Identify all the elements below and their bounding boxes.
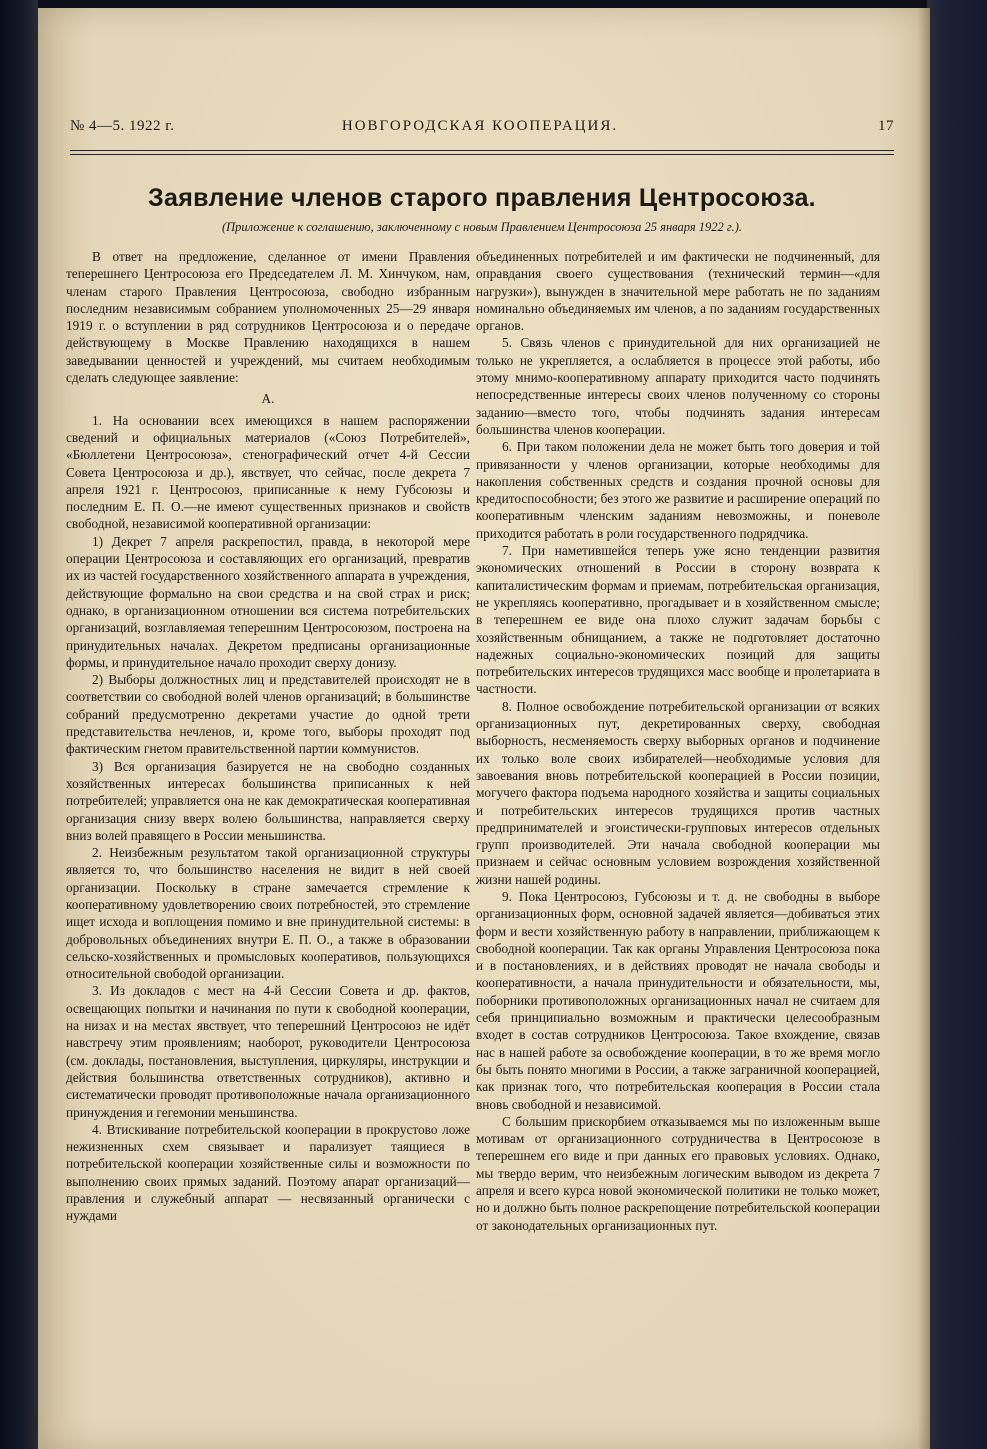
page-edge-shadow xyxy=(918,8,930,1449)
paragraph-7: 7. При наметившейся теперь уже ясно тенденции развития экономических отношений в России в сторону возврата к капиталистическим формам и приемам, потребительская организация, не укрепляясь кооперативно, прогадывает и в хозяйственном смысле; в теперешнем ее виде она плохо служит задачам борьбы с хозяйственным обнищанием, а также не подготовляет достаточно надежных социально-экономических позиций для защиты потребительских интересов трудящихся масс вообще и пролетариата в частности. xyxy=(476,543,880,697)
section-label: А. xyxy=(261,391,275,407)
paragraph-8: 8. Полное освобождение потребительской организации от всяких организационных пут, декретированных сверху, свободная выборность, несменяемость сверху выборных органов и подчинение их только воле своих избирателей—необходимые условия для завоевания вновь потребительской кооперацией в России позиции, могучего фактора подъема народного хозяйства и защиты социальных и потребительских интересов трудящихся против частных предпринимателей и эгоистически-групповых интересов отдельных групп производителей. Эти начала свободной кооперации мы признаем и сейчас основным условием возрождения хозяйственной жизни нашей родины. xyxy=(476,698,880,887)
paragraph-3: 3. Из докладов с мест на 4-й Сессии Совета и др. фактов, освещающих попытки и начинания по пути к свободной кооперации, на низах и на местах явствует, что теперешний Центросоюз не идёт навстречу этим проявлениям; наоборот, руководители Центросоюза (см. доклады, постановления, выступления, циркуляры, инструкции и действия большинства ответственных сотрудников), активно и систематически проводят противоположные начала организационного принуждения и гегемонии меньшинства. xyxy=(66,983,470,1120)
left-binding xyxy=(0,0,38,1449)
header-rule xyxy=(70,150,894,151)
right-column xyxy=(476,248,880,1234)
paragraph-6: 6. При таком положении дела не может быть того доверия и той привязанности у членов организации, которые необходимы для накопления собственных средств и создания прочной основы для кредитоспособности; без этого же развитие и расширение операций по кооперативным членским заданиям невозможны, и поневоле приходится работать в роли государственного подрядчика. xyxy=(476,439,880,541)
journal-title: НОВГОРОДСКАЯ КООПЕРАЦИЯ. xyxy=(341,118,619,134)
paragraph-intro: В ответ на предложение, сделанное от имени Правления теперешнего Центросоюза его Председателем Л. М. Хинчуком, нам, членам старого Правления Центросоюза, свободно избранным последним независимым собранием уполномоченных 25—29 января 1919 г. о вступлении в ряд сотрудников Центросоюза и о передаче действующему в Москве Правлению находящихся в нашем заведывании ценностей и учреждений, мы считаем необходимым сделать следующее заявление: xyxy=(66,249,470,386)
paragraph-4-continued: объединенных потребителей и им фактически не подчиненный, для оправдания своего существования (технический термин—«для нагрузки»), вынужден в значительной мере работать не по заданиям номинально объединяемых им членов, а по заданиям государственных органов. xyxy=(476,249,880,334)
journal-page xyxy=(38,8,930,1449)
paragraph-1-1: 1) Декрет 7 апреля раскрепостил, правда, в некоторой мере операции Центросоюза и составляющих его организаций, превратив их из частей государственного хозяйственного аппарата в учреждения, действующие формально на свои средства и на свой страх и риск; однако, в организационном отношении вся система потребительских организаций, возглавляемая теперешним Центросоюзом, построена на принудительных началах. Декретом предписаны организационные формы, и принудительное начало проходит сверху донизу. xyxy=(66,533,470,670)
paragraph-5: 5. Связь членов с принудительной для них организацией не только не укрепляется, а ослабляется в процессе этой работы, ибо этому мнимо-кооперативному аппарату приходится часто подчинять непосредственные интересы своих членов полученному со стороны заданию—вместо того, чтобы подчинять задания интересам большинства членов кооперации. xyxy=(476,335,880,437)
paragraph-2: 2. Неизбежным результатом такой организационной структуры является то, что большинство населения не видит в ней своей организации. Поскольку в стране замечается стремление к кооперативному удовлетворению своих потребностей, это стремление ищет исхода и воплощения помимо и вне принудительной системы: в добровольных объединениях внутри Е. П. О., а также в образовании сельско-хозяйственных и промысловых кооперативов, пользующихся относительной свободой организации. xyxy=(66,845,470,982)
running-header xyxy=(70,118,894,146)
paragraph-1-2: 2) Выборы должностных лиц и представителей происходят не в соответствии со свободной волей членов организаций; в большинстве собраний предусмотренно декретами участие до одной трети представительства нечленов, и, кроме того, выборы проходят под фактическим гнетом правительственной партии коммунистов. xyxy=(66,672,470,757)
article-subtitle: (Приложение к соглашению, заключенному с новым Правлением Центросоюза 25 января 1922 г.). xyxy=(221,220,743,234)
right-binding xyxy=(927,0,987,1449)
header-rule-thin xyxy=(70,154,894,155)
left-column xyxy=(66,248,470,1225)
paragraph-9: 9. Пока Центросоюз, Губсоюзы и т. д. не свободны в выборе организационных форм, основной задачей является—добиваться этих форм и вести хозяйственную работу в направлении, приближающем к свободной кооперации. Так как органы Управления Центросоюза пока и в постановлениях, и в действиях проводят не начала свободы и кооперативности, а начала принудительности и обязательности, мы, поборники противоположных организационных начал не считаем для себя принципиально возможным и практически целесообразным входет в состав сотрудников Центросоюза. Такое вхождение, связав нас в нашей работе за освобождение кооперации, в то же время могло бы быть понято многими в России, а также заграничной кооперацией, как признак того, что потребительская кооперация в России стала вновь свободной и независимой. xyxy=(476,888,880,1112)
paragraph-1: 1. На основании всех имеющихся в нашем распоряжении сведений и официальных материалов («Союз Потребителей», «Бюллетени Центросоюза», стенографический отчет 4-й Сессии Совета Центросоюза и др.), явствует, что сейчас, после декрета 7 апреля 1921 г. Центросоюз, приписанные к нему Губсоюзы и последним Е. П. О.—не имеют существенных признаков и свойств свободной, независимой кооперативной организации: xyxy=(66,412,470,532)
article-title: Заявление членов старого правления Центросоюза. xyxy=(148,184,816,212)
paragraph-1-3: 3) Вся организация базируется не на свободно созданных хозяйственных интересах большинства приписанных к ней потребителей; управляется она не как демократическая кооперативная организация снизу вверх волею большинства, направляется сверху вниз волей правящего в России меньшинства. xyxy=(66,758,470,843)
paragraph-4: 4. Втискивание потребительской кооперации в прокрустово ложе нежизненных схем связывает и парализует таящиеся в потребительской кооперации хозяйственные силы и возможности по выполнению своих прямых заданий. Поэтому апарат организаций—правления и служебный аппарат — несвязанный органически с нуждами xyxy=(66,1121,470,1224)
issue-number: № 4—5. 1922 г. xyxy=(70,118,175,134)
paragraph-conclusion: С большим прискорбием отказываемся мы по изложенным выше мотивам от организационного сотрудничества в Центросоюзе в теперешнем его виде и при данных его правовых условиях. Однако, мы твердо верим, что неизбежным логическим выводом из декрета 7 апреля и всего курса новой экономической политики не только может, но и должно быть полное раскрепощение потребительской кооперации от законодательных организационных пут. xyxy=(476,1113,880,1233)
page-number: 17 xyxy=(878,118,894,134)
